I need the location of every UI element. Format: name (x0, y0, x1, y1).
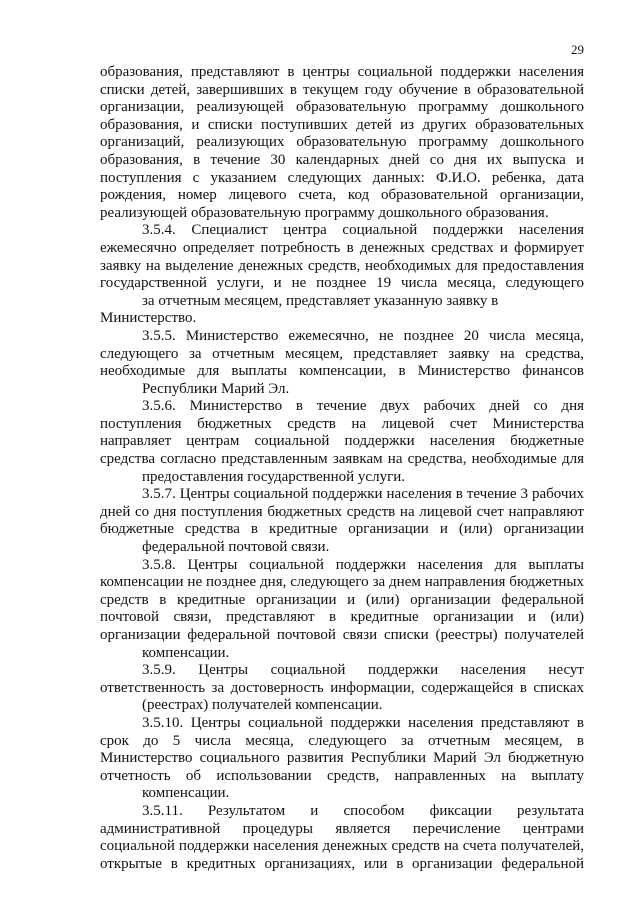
paragraph-last-line: предоставления государственной услуги. (142, 468, 406, 485)
paragraph-continuation (100, 64, 584, 222)
paragraph-last-line: реализующей образовательную программу дошкольного образования. (100, 204, 549, 221)
paragraph-3-5-7 (100, 486, 584, 556)
paragraph-text: 3.5.9. Центры социальной поддержки населения несут ответственность за достоверность информации, содержащейся в списках (100, 662, 584, 696)
paragraph-last-line: компенсации. (142, 644, 230, 661)
paragraph-text: 3.5.10. Центры социальной поддержки населения представляют в срок до 5 числа месяца, следующего за отчетным месяцем, в Министерство социального развития Республики Марий Эл бюджетную отчетность об использовании средств, направленных на выплату (100, 714, 584, 784)
paragraph-text: 3.5.8. Центры социальной поддержки населения для выплаты компенсации не позднее дня, следующего за днем направления бюджетных средств в кредитные организации и (или) организации федеральной почтовой связи, представляют в кредитные организации и (или) организации федеральной почтовой связи списки (реестры) получателей (100, 556, 584, 643)
paragraph-3-5-11 (100, 803, 584, 873)
paragraph-3-5-4 (100, 222, 584, 328)
document-body (100, 64, 584, 873)
paragraph-3-5-9 (100, 662, 584, 715)
paragraph-last-line: федеральной почтовой связи. (142, 539, 330, 556)
paragraph-text: 3.5.11. Результатом и способом фиксации результата административной процедуры является перечисление центрами социальной поддержки населения денежных средств на счета получателей, открытые в кредитных организациях, или в организации федеральной (100, 802, 584, 872)
paragraph-text: 3.5.4. Специалист центра социальной поддержки населения ежемесячно определяет потребность в денежных средствах и формирует заявку на выделение денежных средств, необходимых для предоставления государственной услуги, и не позднее 19 числа месяца, следующего (100, 222, 584, 292)
paragraph-text: образования, представляют в центры социальной поддержки населения списки детей, завершивших в текущем году обучение в образовательной организации, реализующей образовательную программу дошкольного образования, и списки поступивших детей из других образовательных организаций, реализующих образовательную программу дошкольного образования, в течение 30 календарных дней со дня их выпуска и поступления с указанием следующих данных: Ф.И.О. ребенка, дата рождения, номер лицевого счета, код образовательной организации, (100, 64, 584, 204)
paragraph-last-line: компенсации. (142, 785, 230, 802)
paragraph-3-5-8 (100, 557, 584, 663)
paragraph-text: 3.5.5. Министерство ежемесячно, не позднее 20 числа месяца, следующего за отчетным месяцем, представляет заявку на средства, необходимые для выплаты компенсации, в Министерство финансов (100, 327, 584, 380)
page-number: 29 (571, 42, 584, 57)
paragraph-last-line: Республики Марий Эл. (142, 380, 290, 397)
paragraph-last-line: (реестрах) получателей компенсации. (142, 697, 383, 714)
paragraph-last-line: за отчетным месяцем, представляет указанную заявку в Министерство. (100, 292, 499, 327)
paragraph-3-5-6 (100, 398, 584, 486)
paragraph-text: 3.5.7. Центры социальной поддержки населения в течение 3 рабочих дней со дня поступления бюджетных средств на лицевой счет направляют бюджетные средства в кредитные организации и (или) организации (100, 486, 584, 538)
paragraph-3-5-10 (100, 715, 584, 803)
paragraph-3-5-5 (100, 328, 584, 398)
paragraph-text: 3.5.6. Министерство в течение двух рабочих дней со дня поступления бюджетных средств на лицевой счет Министерства направляет центрам социальной поддержки населения бюджетные средства согласно представленным заявкам на средства, необходимые для (100, 398, 584, 468)
